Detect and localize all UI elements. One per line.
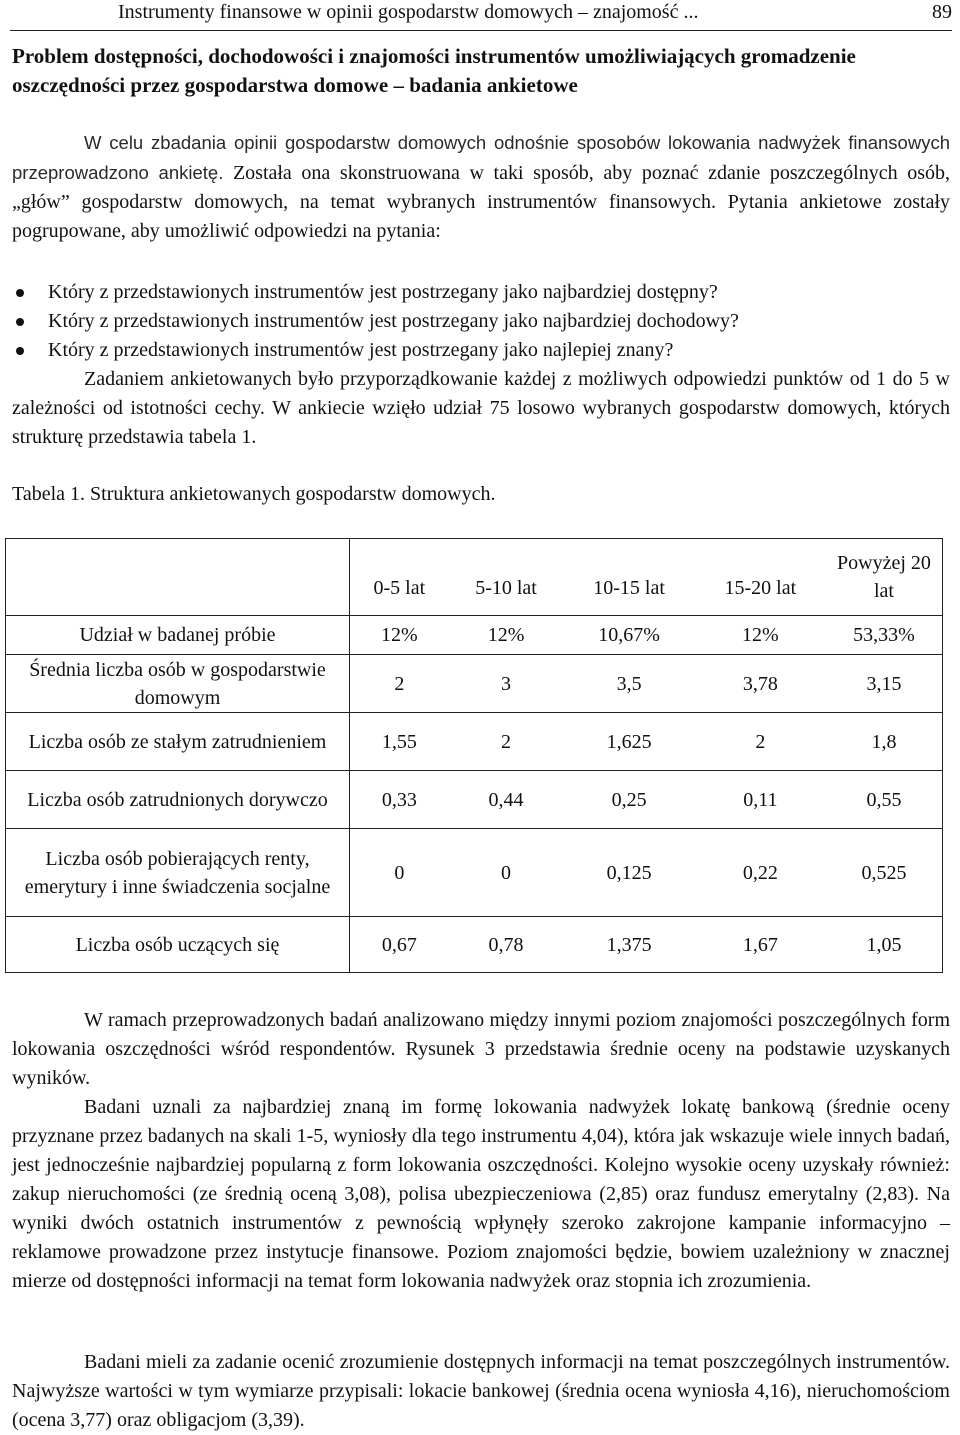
table-cell: 3,5 [563, 655, 694, 713]
table-row [6, 655, 943, 713]
table-row [6, 829, 943, 917]
section-title: Problem dostępności, dochodowości i znajomości instrumentów umożliwiających gromadzenie oszczędności przez gospodarstwa domowe – badania ankietowe [12, 44, 856, 97]
list-item [12, 278, 950, 307]
table-row [6, 917, 943, 973]
column-header: 0-5 lat [350, 539, 449, 616]
table-cell: 0,55 [826, 771, 943, 829]
table-row [6, 771, 943, 829]
table-cell: 3,15 [826, 655, 943, 713]
table-cell: 3 [449, 655, 564, 713]
table-cell: 2 [695, 713, 826, 771]
page-number: 89 [932, 1, 952, 23]
table-cell: 1,625 [563, 713, 694, 771]
row-label: Liczba osób ze stałym zatrudnieniem [6, 713, 350, 771]
list-item [12, 336, 950, 365]
question-text: Który z przedstawionych instrumentów jest postrzegany jako najbardziej dostępny? [48, 281, 718, 303]
column-header: 15-20 lat [695, 539, 826, 616]
table-cell: 3,78 [695, 655, 826, 713]
column-header: 5-10 lat [449, 539, 564, 616]
table-cell: 0,33 [350, 771, 449, 829]
intro-sans-text: W celu zbadania opinii gospodarstw domowych odnośnie sposobów lokowania nadwyżek finansowych przeprowadzono ankietę. [12, 132, 950, 183]
column-header: Powyżej 20 lat [826, 539, 943, 616]
table-cell: 0,25 [563, 771, 694, 829]
table-cell: 0,525 [826, 829, 943, 917]
table-cell: 10,67% [563, 616, 694, 655]
intro-serif-text-2: Pytania ankietowe zostały pogrupowane, aby umożliwić odpowiedzi na pytania: [12, 191, 950, 242]
column-header: 10-15 lat [563, 539, 694, 616]
table-cell: 0,11 [695, 771, 826, 829]
table-row [6, 713, 943, 771]
table-cell: 1,05 [826, 917, 943, 973]
table-cell: 1,67 [695, 917, 826, 973]
paragraph-results: Badani uznali za najbardziej znaną im formę lokowania nadwyżek lokatę bankową (średnie oceny przyznane przez badanych na skali 1-5, wyniosły dla tego instrumentu 4,04), która jak wskazuje wiele innych badań, jest jednocześnie najbardziej popularną z form lokowania oszczędności. Kolejno wysokie oceny uzyskały również: zakup nieruchomości (ze średnią oceną 3,08), polisa ubezpieczeniowa (2,85) oraz fundusz emerytalny (2,83). Na wyniki dwóch ostatnich instrumentów z pewnością wpłynęły szeroko zakrojone kampanie informacyjno – reklamowe prowadzone przez instytucje finansowe. Poziom znajomości będzie, bowiem uzależniony w znacznej mierze od dostępności informacji na temat form lokowania nadwyżek oraz stopnia ich zrozumienia. [12, 1096, 950, 1292]
running-title: Instrumenty finansowe w opinii gospodarstw domowych – znajomość ... [118, 1, 699, 23]
table-cell: 2 [350, 655, 449, 713]
running-header [10, 0, 952, 31]
header-empty-cell [6, 539, 350, 616]
bullet-icon [16, 318, 24, 326]
row-label: Liczba osób uczących się [6, 917, 350, 973]
survey-paragraph: Zadaniem ankietowanych było przyporządkowanie każdej z możliwych odpowiedzi punktów od 1 do 5 w zależności od istotności cechy. W ankiecie wzięło udział 75 losowo wybranych gospodarstw domowych, których strukturę przedstawia tabela 1. [12, 368, 950, 448]
list-item [12, 307, 950, 336]
table-cell: 1,55 [350, 713, 449, 771]
table-cell: 2 [449, 713, 564, 771]
table-cell: 0,125 [563, 829, 694, 917]
table-cell: 12% [449, 616, 564, 655]
question-text: Który z przedstawionych instrumentów jest postrzegany jako najbardziej dochodowy? [48, 310, 739, 332]
table-cell: 0,22 [695, 829, 826, 917]
table-cell: 12% [695, 616, 826, 655]
row-label: Udział w badanej próbie [6, 616, 350, 655]
table-cell: 1,375 [563, 917, 694, 973]
table-header-row [6, 539, 943, 616]
row-label: Liczba osób pobierających renty, emerytury i inne świadczenia socjalne [6, 829, 350, 917]
question-list [12, 278, 950, 365]
intro-serif-text: Została ona skonstruowana w taki sposób, aby poznać zdanie poszczególnych osób, „głów” gospodarstw domowych, na temat wybranych instrumentów finansowych. [12, 162, 950, 213]
table-cell: 12% [350, 616, 449, 655]
table-cell: 0,78 [449, 917, 564, 973]
row-label: Liczba osób zatrudnionych dorywczo [6, 771, 350, 829]
table-cell: 0,44 [449, 771, 564, 829]
intro-paragraph [12, 128, 950, 246]
structure-table [5, 538, 943, 973]
bullet-icon [16, 289, 24, 297]
table-cell: 53,33% [826, 616, 943, 655]
table-cell: 0 [350, 829, 449, 917]
table-cell: 0,67 [350, 917, 449, 973]
row-label: Średnia liczba osób w gospodarstwie domowym [6, 655, 350, 713]
table-row [6, 616, 943, 655]
table-cell: 1,8 [826, 713, 943, 771]
paragraph-understanding: Badani mieli za zadanie ocenić zrozumienie dostępnych informacji na temat poszczególnych instrumentów. Najwyższe wartości w tym wymiarze przypisali: lokacie bankowej (średnia ocena wyniosła 4,16), nieruchomościom (ocena 3,77) oraz obligacjom (3,39). [12, 1351, 950, 1431]
bullet-icon [16, 347, 24, 355]
table-caption: Tabela 1. Struktura ankietowanych gospodarstw domowych. [12, 483, 496, 505]
table-cell: 0 [449, 829, 564, 917]
question-text: Który z przedstawionych instrumentów jest postrzegany jako najlepiej znany? [48, 339, 674, 361]
paragraph-knowledge: W ramach przeprowadzonych badań analizowano między innymi poziom znajomości poszczególnych form lokowania oszczędności wśród respondentów. Rysunek 3 przedstawia średnie oceny na podstawie uzyskanych wyników. [12, 1009, 950, 1089]
